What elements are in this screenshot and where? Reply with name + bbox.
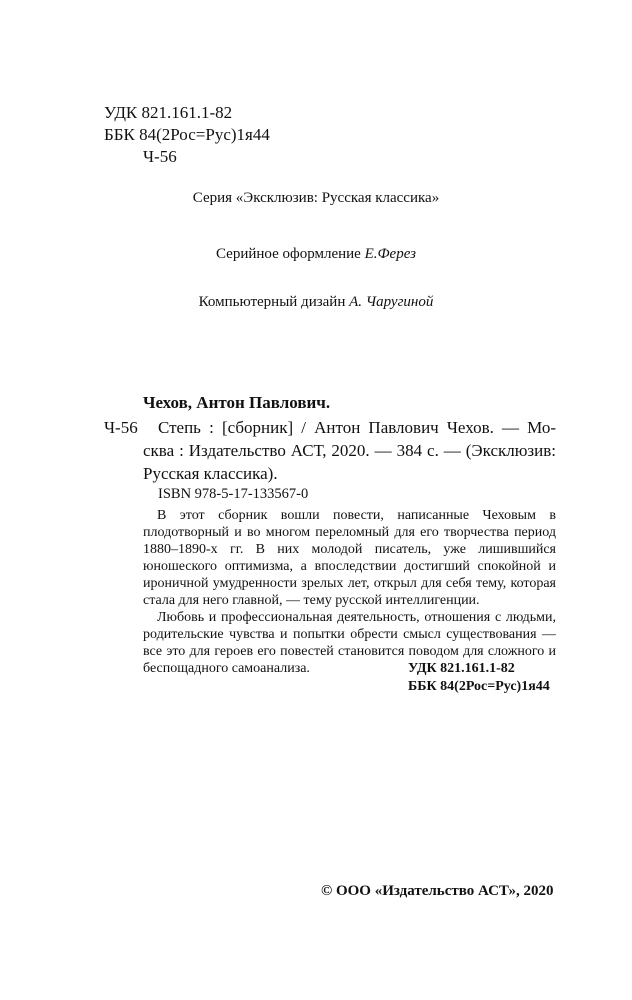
udk-code-bottom: УДК 821.161.1-82 [408,661,515,676]
serial-design-credit [0,246,632,263]
bbk-code-bottom: ББК 84(2Рос=Рус)1я44 [408,679,550,694]
bib-line-2: сква : Издательство АСТ, 2020. — 384 с. — (Эксклюзив: [143,441,556,460]
annotation-paragraph-2: Любовь и профессиональная деятельность, отношения с людьми, родительские чувства и попытки обрести смысл существования — все это для героев его повестей становится поводом для сложного и беспощадного самоанализа. [143,610,556,676]
author-heading: Чехов, Антон Павлович. [143,393,331,412]
annotation-paragraph-1: В этот сборник вошли повести, написанные Чеховым в плодотворный и во многом переломный для его творчества период 1880–1890-х гг. В них молодой писатель, уже лишившийся юношеского оптимизма, а впоследствии достигший спокойной и ироничной умудренности зрелых лет, открыл для себя тему, которая стала для него главной, — тему русской интеллигенции. [143,508,556,608]
bbk-code-top: ББК 84(2Рос=Рус)1я44 [104,125,270,144]
series-line: Серия «Эксклюзив: Русская классика» [192,190,440,206]
serial-design-label: Серийное оформление [215,246,361,262]
bib-line-3: Русская классика). [143,464,278,483]
bib-line-1: Степь : [сборник] / Антон Павлович Чехов. — Мо- [158,418,556,437]
author-mark-top: Ч-56 [143,147,177,166]
udk-code-top: УДК 821.161.1-82 [104,103,233,122]
isbn: ISBN 978-5-17-133567-0 [158,486,309,502]
serial-design-name: Е.Ферез [364,246,417,262]
copyright-line: © ООО «Издательство АСТ», 2020 [321,883,554,899]
computer-design-credit [0,294,632,311]
computer-design-name: А. Чаругиной [349,294,434,310]
annotation [143,507,556,677]
author-mark-bib: Ч-56 [104,418,138,437]
computer-design-label: Компьютерный дизайн [198,294,346,310]
